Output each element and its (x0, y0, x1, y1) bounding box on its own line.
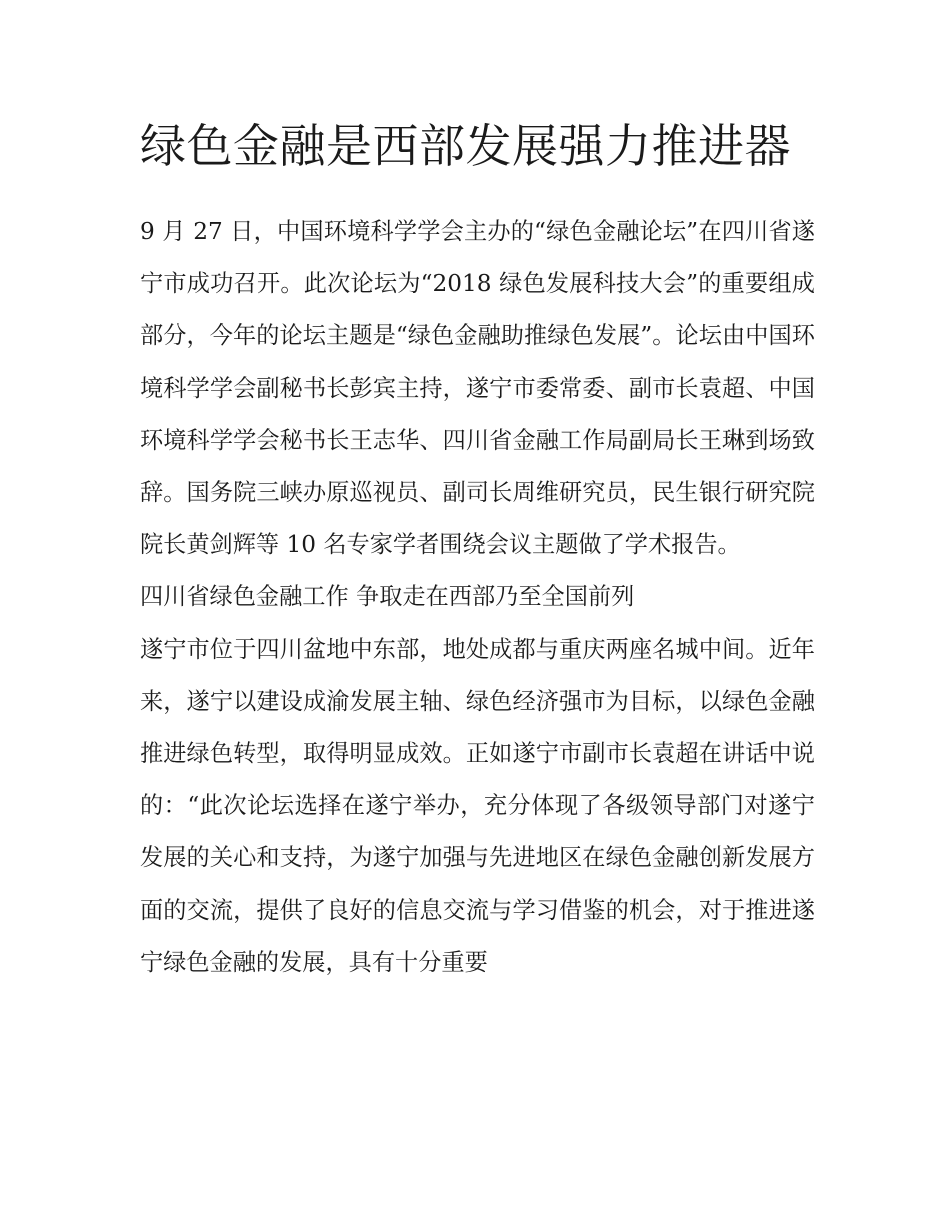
document-body (140, 206, 815, 989)
paragraph-suining: 遂宁市位于四川盆地中东部，地处成都与重庆两座名城中间。近年来，遂宁以建设成渝发展主轴、绿色经济强市为目标，以绿色金融推进绿色转型，取得明显成效。正如遂宁市副市长袁超在讲话中说的：“此次论坛选择在遂宁举办，充分体现了各级领导部门对遂宁发展的关心和支持，为遂宁加强与先进地区在绿色金融创新发展方面的交流，提供了良好的信息交流与学习借鉴的机会，对于推进遂宁绿色金融的发展，具有十分重要 (140, 635, 815, 976)
paragraph-intro: 9 月 27 日，中国环境科学学会主办的“绿色金融论坛”在四川省遂宁市成功召开。此次论坛为“2018 绿色发展科技大会”的重要组成部分，今年的论坛主题是“绿色金融助推绿色发展”。论坛由中国环境科学学会副秘书长彭宾主持，遂宁市委常委、副市长袁超、中国环境科学学会秘书长王志华、四川省金融工作局副局长王琳到场致辞。国务院三峡办原巡视员、副司长周维研究员，民生银行研究院院长黄剑辉等 10 名专家学者围绕会议主题做了学术报告。 (140, 218, 815, 559)
document-page (140, 110, 815, 989)
section-heading: 四川省绿色金融工作 争取走在西部乃至全国前列 (140, 583, 635, 611)
document-title: 绿色金融是西部发展强力推进器 (140, 119, 791, 173)
